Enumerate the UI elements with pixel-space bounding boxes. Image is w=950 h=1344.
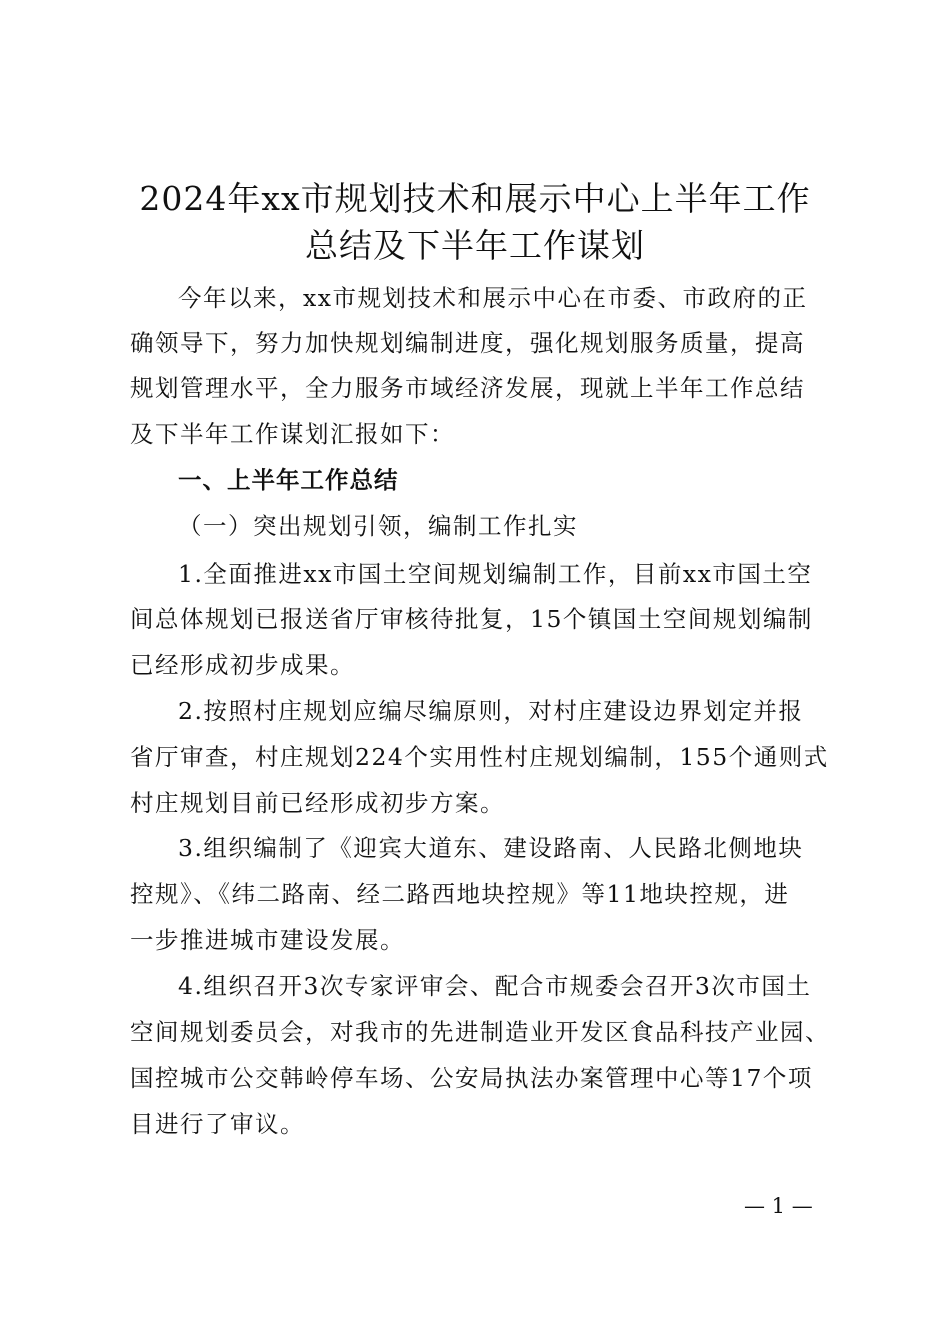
section-heading: 一、上半年工作总结	[178, 466, 399, 494]
intro-paragraph-line-4: 及下半年工作谋划汇报如下：	[130, 420, 455, 448]
intro-paragraph-line-2: 确领导下，努力加快规划编制进度，强化规划服务质量，提高	[130, 329, 805, 357]
item-4-line-1: 4.组织召开3次专家评审会、配合市规委会召开3次市国土	[178, 972, 812, 1000]
intro-paragraph-line-3: 规划管理水平，全力服务市域经济发展，现就上半年工作总结	[130, 374, 805, 402]
item-3-line-3: 一步推进城市建设发展。	[130, 926, 405, 954]
item-3-line-1: 3.组织编制了《迎宾大道东、建设路南、人民路北侧地块	[178, 834, 804, 862]
page-number: — 1 —	[744, 1194, 813, 1218]
document-title-line-2: 总结及下半年工作谋划	[305, 226, 645, 265]
item-4-line-2: 空间规划委员会，对我市的先进制造业开发区食品科技产业园、	[130, 1018, 830, 1046]
item-1-line-1: 1.全面推进xx市国土空间规划编制工作，目前xx市国土空	[178, 560, 813, 588]
item-2-line-1: 2.按照村庄规划应编尽编原则，对村庄建设边界划定并报	[178, 697, 804, 725]
item-4-line-4: 目进行了审议。	[130, 1110, 305, 1138]
document-title-line-1: 2024年xx市规划技术和展示中心上半年工作	[139, 179, 811, 218]
item-2-line-3: 村庄规划目前已经形成初步方案。	[130, 789, 505, 817]
item-1-line-2: 间总体规划已报送省厅审核待批复，15个镇国土空间规划编制	[130, 605, 813, 633]
item-2-line-2: 省厅审查，村庄规划224个实用性村庄规划编制，155个通则式	[130, 743, 829, 771]
item-4-line-3: 国控城市公交韩岭停车场、公安局执法办案管理中心等17个项	[130, 1064, 813, 1092]
item-1-line-3: 已经形成初步成果。	[130, 651, 355, 679]
item-3-line-2: 控规》、《纬二路南、经二路西地块控规》等11地块控规，进	[130, 880, 790, 908]
intro-paragraph-line-1: 今年以来，xx市规划技术和展示中心在市委、市政府的正	[178, 284, 808, 312]
subsection-heading: （一）突出规划引领，编制工作扎实	[178, 512, 578, 540]
